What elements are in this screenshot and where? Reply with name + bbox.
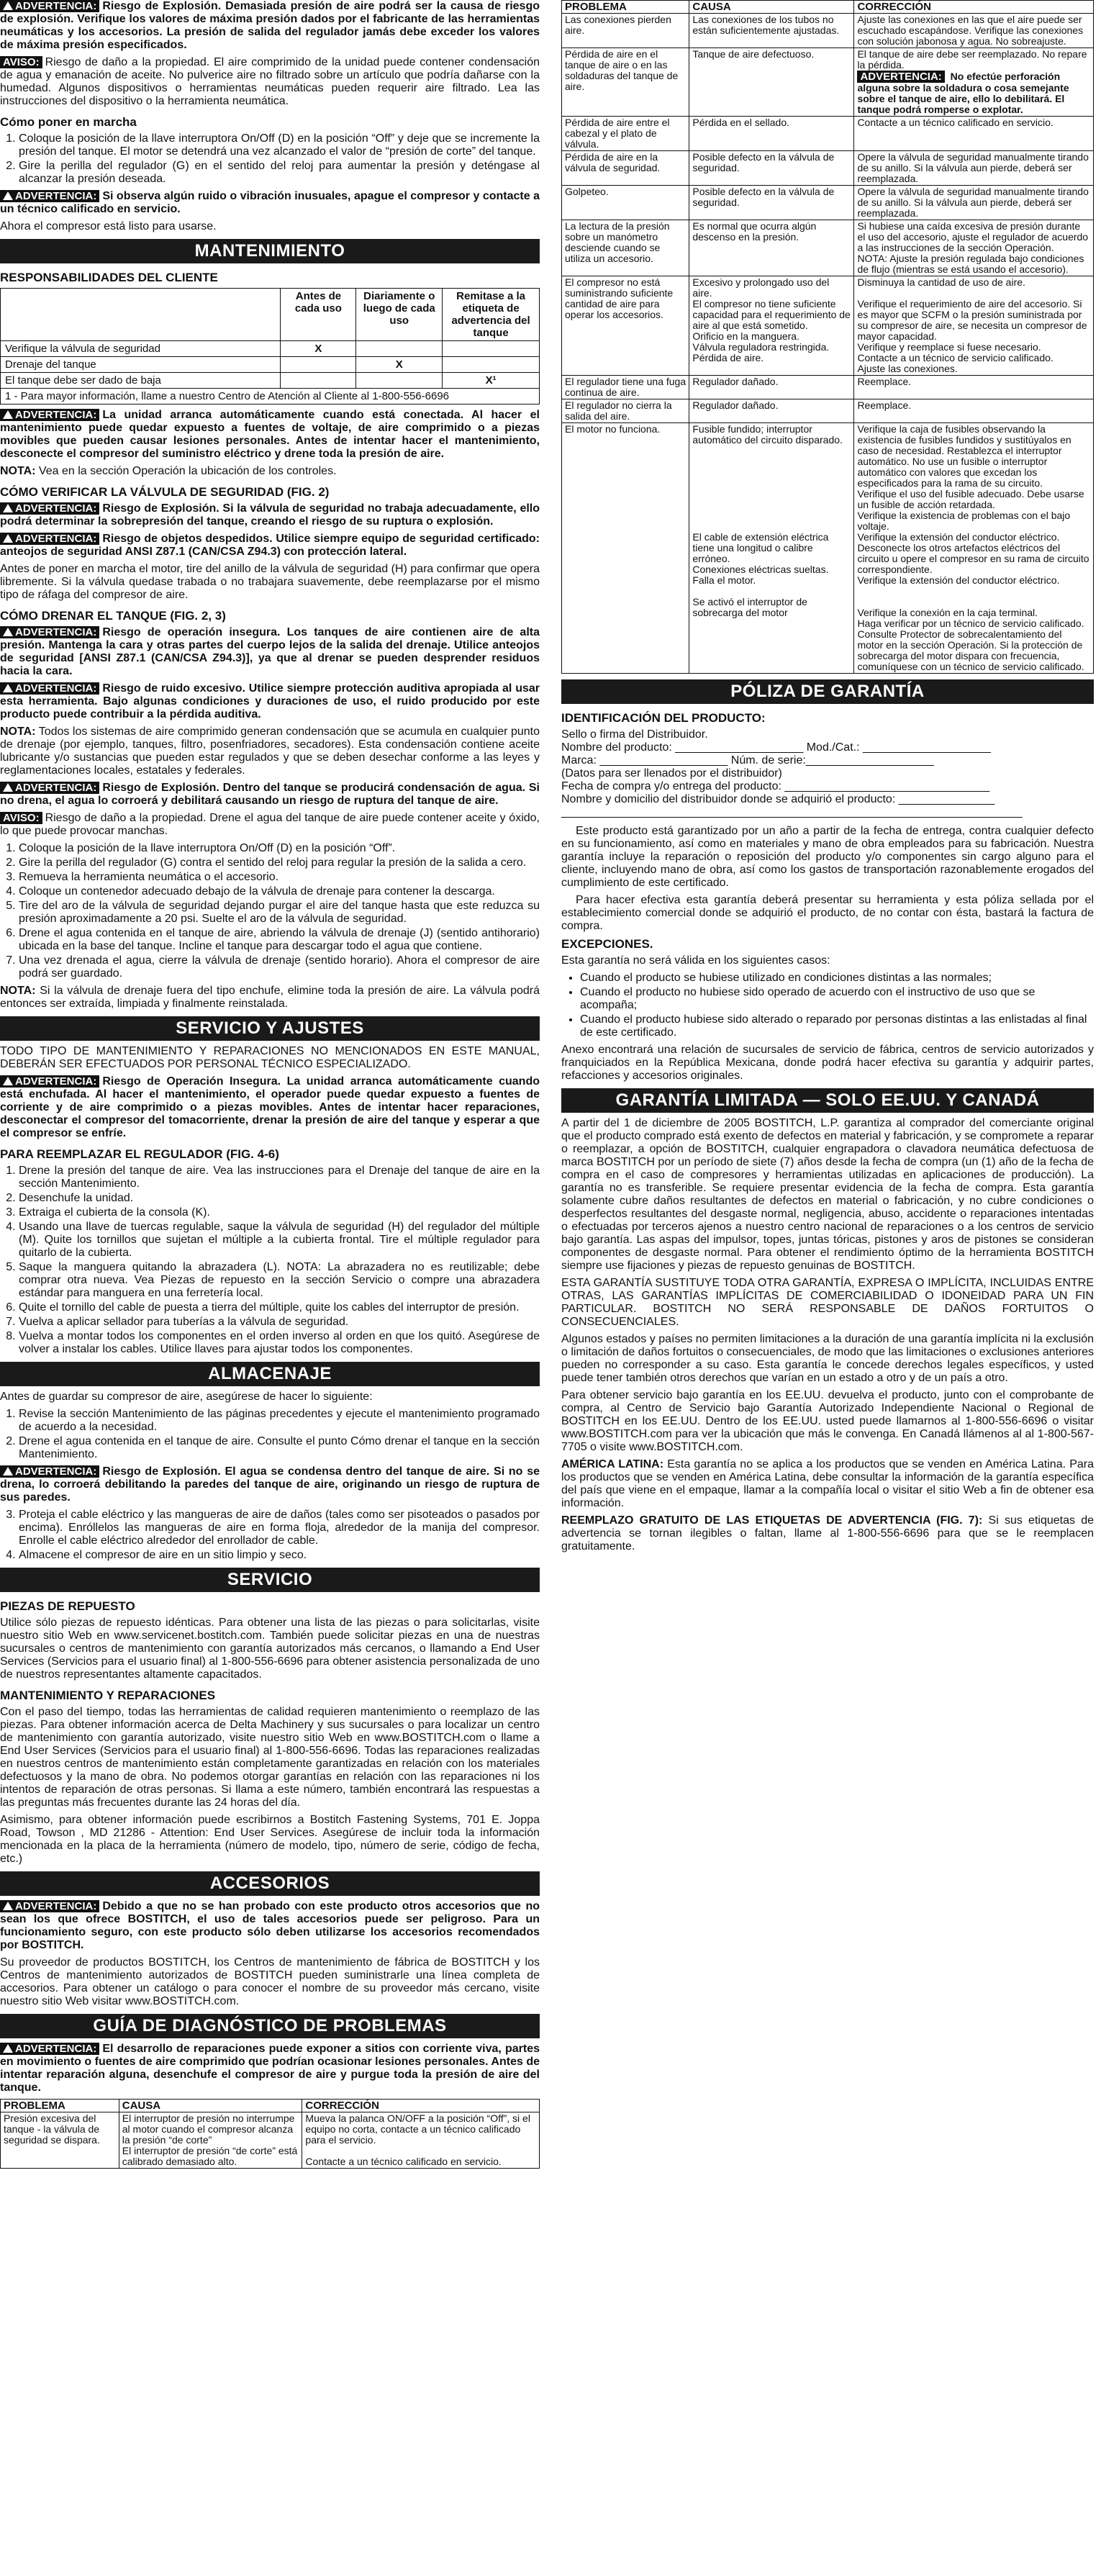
table-cell: El interruptor de presión no interrumpe al motor cuando el compresor alcanza la presión “de corte” El interruptor de presión “de corte” está calibrado demasiado alto. xyxy=(119,2112,302,2169)
table-cell: Pérdida de aire en la válvula de seguridad. xyxy=(562,151,689,186)
table-cell: Excesivo y prolongado uso del aire. El compresor no tiene suficiente capacidad para el requerimiento de aire al que está sometido. Orificio en la manguera. Válvula reguladora restringida. Pérdida de aire. xyxy=(689,276,854,376)
diag-table-right xyxy=(561,0,1094,674)
table-header-row xyxy=(1,2100,540,2112)
accesorios-text: Su proveedor de productos BOSTITCH, los Centros de mantenimiento de fábrica de BOSTITCH y los Centros de mantenimiento autorizados de BOSTITCH pueden suministrarle una línea completa de accesorios. Para obtener un catálogo o para conocer el nombre de su proveedor más cercano, visite nuestro sitio Web visitar www.BOSTITCH.com. xyxy=(0,1956,540,2007)
table-cell: X xyxy=(281,341,356,357)
excepciones-intro: Esta garantía no será válida en los siguientes casos: xyxy=(561,954,830,967)
america-latina: AMÉRICA LATINA: Esta garantía no se aplica a los productos que se venden en América Latina. Para los productos que se venden en América Latina, debe consultar la información de la garantía específica del país que viene en el empaque, llamar a la compañía local o visitar el sitio Web a fin de obtener esa información. xyxy=(561,1458,1095,1509)
table-header-row xyxy=(1,289,540,341)
almacenaje-step: 3. Proteja el cable eléctrico y las mangueras de aire de daños (tales como ser pisoteados o pasados por encima). Enróllelos las mangueras de aire en forma floja, alrededor de la manija del compresor. Enrolle el cable eléctrico alrededor del enrollador de cable. xyxy=(19,1509,540,1547)
table-cell xyxy=(356,341,443,357)
mant-rep-text-2: Asimismo, para obtener información puede escribirnos a Bostitch Fastening Systems, 701 E. Joppa Road, Towson , MD 21286 - Attention: End User Services. Asegúrese de incluir toda la información mencionada en la placa de la herramienta (número de modelo, tipo, número de serie, código de fecha, etc.) xyxy=(0,1814,540,1865)
table-cell: X xyxy=(356,357,443,373)
limitada-text-3: Algunos estados y países no permiten limitaciones a la duración de una garantía implícita ni la exclusión o limitación de daños fortuitos o consecuenciales, de modo que las limitaciones o exclusiones anteriores pueden no corresponder a su caso. Esta garantía le concede derechos legales específicos, y usted puede tener también otros derechos que varían en un estado a otro y de un país a otro. xyxy=(561,1333,1094,1384)
table-header: Antes de cada uso xyxy=(281,289,356,341)
como-poner-warning: ADVERTENCIA: Si observa algún ruido o vibración inusuales, apague el compresor y contacte a un técnico calificado en servicio. xyxy=(0,190,540,215)
table-cell: El tanque de aire debe ser reemplazado. No repare la pérdida. ADVERTENCIA: No efectúe perforación alguna sobre la soldadura o cosa semejante sobre el tanque de aire, ello lo debilitará. El tanque podrá romperse o explotar. xyxy=(854,48,1094,117)
table-cell xyxy=(281,357,356,373)
intro-aviso: AVISO: Riesgo de daño a la propiedad. El aire comprimido de la unidad puede contener condensación de agua y emanación de aceite. No pulverice aire no filtrado sobre un artículo que podría dañarse con la humedad. Algunos dispositivos o herramientas neumáticas pueden requerir aire filtrado. Lea las instrucciones del dispositivo o la herramienta neumática. xyxy=(0,56,540,107)
table-cell: Posible defecto en la válvula de seguridad. xyxy=(689,151,854,186)
warning-tag: ADVERTENCIA: xyxy=(0,626,99,638)
limitada-text-4: Para obtener servicio bajo garantía en los EE.UU. devuelva el producto, junto con el comprobante de compra, al Centro de Servicio bajo Garantía Autorizado Independiente Nacional o Regional de BOSTITCH en los EE.UU. Dentro de los EE.UU. usted puede llamarnos al 1-800-556-6696 o visitar www.BOSTITCH.com para ver la ubicación que más le convenga. En Canadá llámenos al al 1-800-567-7705 o visite www.BOSTITCH.com. xyxy=(561,1389,1094,1453)
regulador-step: 8. Vuelva a montar todos los componentes en el orden inverso al orden en que los quitó. Asegúrese de volver a instalar los cables. Utilice llaves para ajustar todos los componentes. xyxy=(19,1330,540,1356)
diag-warning: ADVERTENCIA: El desarrollo de reparaciones puede exponer a sitios con corriente viva, partes en movimiento o fuentes de aire comprimido que podrían ocasionar lesiones personales. Antes de intentar reparación alguna, desenchufe el compresor de aire y purgue toda la presión de aire del tanque. xyxy=(0,2043,540,2094)
warning-tag: ADVERTENCIA: xyxy=(0,0,99,12)
drenar-step: 3. Remueva la herramienta neumática o el accesorio. xyxy=(19,871,540,884)
almacenaje-step: 4. Almacene el compresor de aire en un sitio limpio y seco. xyxy=(19,1549,540,1562)
responsibilities-table xyxy=(0,288,540,405)
warning-triangle-icon xyxy=(3,1902,13,1910)
table-cell: Regulador dañado. xyxy=(689,376,854,399)
table-row xyxy=(562,276,1094,376)
table-cell: Mueva la palanca ON/OFF a la posición “Off”, si el equipo no corta, contacte a un técnico calificado para el servicio. Contacte a un técnico calificado en servicio. xyxy=(302,2112,540,2169)
valvula-warning-2: ADVERTENCIA: Riesgo de objetos despedidos. Utilice siempre equipo de seguridad certificado: anteojos de seguridad ANSI Z87.1 (CAN/CSA Z94.3) con protección lateral. xyxy=(0,533,540,558)
regulador-step: 1. Drene la presión del tanque de aire. Vea las instrucciones para el Drenaje del tanque de aire en la sección Mantenimiento. xyxy=(19,1165,540,1190)
table-row xyxy=(562,186,1094,220)
drenar-step: 7. Una vez drenada el agua, cierre la válvula de drenaje (sentido horario). Ahora el compresor de aire podrá ser guardado. xyxy=(19,954,540,980)
table-row xyxy=(1,373,540,389)
excepcion-item: • Cuando el producto se hubiese utilizado en condiciones distintas a las normales; xyxy=(580,972,1094,985)
table-cell: Pérdida de aire en el tanque de aire o en las soldaduras del tanque de aire. xyxy=(562,48,689,117)
drenar-steps xyxy=(0,842,540,980)
table-footnote: 1 - Para mayor información, llame a nuestro Centro de Atención al Cliente al 1-800-556-6696 xyxy=(1,389,540,405)
almacenaje-step: 2. Drene el agua contenida en el tanque de aire. Consulte el punto Cómo drenar el tanque en la sección Mantenimiento. xyxy=(19,1435,540,1461)
table-cell xyxy=(281,373,356,389)
table-row xyxy=(562,376,1094,399)
servicio-banner: SERVICIO xyxy=(0,1568,540,1592)
table-cell: Opere la válvula de seguridad manualmente tirando de su anillo. Si la válvula aun pierde, deberá ser reemplazada. xyxy=(854,151,1094,186)
poliza-banner: PÓLIZA DE GARANTÍA xyxy=(561,679,1094,704)
excepcion-item: • Cuando el producto hubiese sido alterado o reparado por personas distintas a las enlistadas al final de este certificado. xyxy=(580,1013,1094,1039)
table-row xyxy=(562,151,1094,186)
mant-note: NOTA: Vea en la sección Operación la ubicación de los controles. xyxy=(0,465,337,477)
table-cell: El compresor no está suministrando suficiente cantidad de aire para operar los accesorios. xyxy=(562,276,689,376)
table-row xyxy=(562,117,1094,151)
right-column xyxy=(561,0,1094,1558)
warning-tag: ADVERTENCIA: xyxy=(0,409,99,421)
table-header: CAUSA xyxy=(119,2100,302,2112)
id-line: ________________________________________________________________________ xyxy=(561,806,1023,818)
warning-triangle-icon xyxy=(3,534,13,543)
table-row xyxy=(1,357,540,373)
table-cell: Posible defecto en la válvula de seguridad. xyxy=(689,186,854,220)
table-cell: El regulador no cierra la salida del aire. xyxy=(562,399,689,423)
warning-tag: ADVERTENCIA: xyxy=(0,782,99,794)
servicio-ajustes-warning: ADVERTENCIA: Riesgo de Operación Insegura. La unidad arranca automáticamente cuando está enchufada. Al hacer el mantenimiento, el operador puede quedar expuesto a fuentes de corriente y de aire comprimido o a piezas movibles. Antes de intentar hacer reparaciones, desconectar el compresor del tomacorriente, drenar la presión de aire del tanque y esperar a que el compresor se enfríe. xyxy=(0,1075,540,1139)
ready-text: Ahora el compresor está listo para usarse. xyxy=(0,220,217,232)
table-cell: Presión excesiva del tanque - la válvula de seguridad se dispara. xyxy=(1,2112,119,2169)
almacenaje-step: 1. Revise la sección Mantenimiento de las páginas precedentes y ejecute el mantenimiento programado de acuerdo a la necesidad. xyxy=(19,1408,540,1434)
almacenaje-warning: ADVERTENCIA: Riesgo de Explosión. El agua se condensa dentro del tanque de aire. Si no se drena, lo corroerá debilitando la paredes del tanque de aire, originando un riesgo de ruptura de sus paredes. xyxy=(0,1465,540,1504)
accesorios-warning: ADVERTENCIA: Debido a que no se han probado con este producto otros accesorios que no sean los que ofrece BOSTITCH, el uso de tales accesorios puede ser peligroso. Para un funcionamiento seguro, con este producto sólo deben utilizarse los accesorios recomendados por BOSTITCH. xyxy=(0,1900,540,1951)
mantenimiento-banner: MANTENIMIENTO xyxy=(0,239,540,263)
regulador-step: 3. Extraiga el cubierta de la consola (K). xyxy=(19,1206,540,1219)
table-header-row xyxy=(562,1,1094,14)
mant-rep-title: MANTENIMIENTO Y REPARACIONES xyxy=(0,1689,216,1702)
warning-triangle-icon xyxy=(3,783,13,792)
table-cell: Es normal que ocurra algún descenso en la presión. xyxy=(689,220,854,276)
warning-tag: ADVERTENCIA: xyxy=(0,682,99,695)
id-line: Nombre y domicilio del distribuidor donde se adquirió el producto: _______________ xyxy=(561,793,995,805)
mant-rep-text-1: Con el paso del tiempo, todas las herramientas de calidad requieren mantenimiento o reemplazo de las piezas. Para obtener información acerca de Delta Machinery y sus sucursales o para localizar un centro de mantenimiento con garantía autorizado, visite nuestro sitio Web en www.BOSTITCH.com o llame a End User Services (Servicios para el usuario final) al 1-800-556-6696. Todas las reparaciones realizadas en nuestros centros de mantenimiento están completamente garantizadas en relación con los materiales defectuosos y la mano de obra. No podemos otorgar garantías en relación con las reparaciones ni los intentos de reparación de otras personas. Si llama a este número, también encontrará las respuestas a las preguntas más frecuentes durante las 24 horas del día. xyxy=(0,1706,540,1809)
table-cell: Ajuste las conexiones en las que el aire puede ser escuchado escapándose. Verifique las conexiones con solución jabonosa y agua. No sobreajuste. xyxy=(854,14,1094,48)
warning-triangle-icon xyxy=(3,191,13,200)
left-column xyxy=(0,0,540,2169)
drenar-step: 5. Tire del aro de la válvula de seguridad dejando purgar el aire del tanque hasta que este reduzca su presión aproximadamente a 20 psi. Suelte el aro de la válvula de seguridad. xyxy=(19,900,540,926)
reemplazo-etiquetas: REEMPLAZO GRATUITO DE LAS ETIQUETAS DE ADVERTENCIA (FIG. 7): Si sus etiquetas de advertencia se tornan ilegibles o faltan, llame al 1-800-556-6696 para que se le reemplacen gratuitamente. xyxy=(561,1514,1094,1553)
warning-tag: ADVERTENCIA: xyxy=(0,1075,99,1088)
table-row xyxy=(562,423,1094,674)
valvula-title: CÓMO VERIFICAR LA VÁLVULA DE SEGURIDAD (FIG. 2) xyxy=(0,485,330,499)
limitada-text-2: ESTA GARANTÍA SUSTITUYE TODA OTRA GARANTÍA, EXPRESA O IMPLÍCITA, INCLUIDAS ENTRE OTRAS, LAS GARANTÍAS IMPLÍCITAS DE COMERCIABILIDAD O IDONEIDAD PARA UN FIN PARTICULAR. BOSTITCH NO SERÁ RESPONSABLE DE DAÑOS FORTUITOS O CONSECUENCIALES. xyxy=(561,1277,1094,1328)
piezas-title: PIEZAS DE REPUESTO xyxy=(0,1599,135,1613)
mant-warning: ADVERTENCIA: La unidad arranca automáticamente cuando está conectada. Al hacer el mantenimiento puede quedar expuesto a fuentes de voltaje, de aire comprimido o a piezas movibles que pueden causar lesiones personales. Antes de intentar hacer el mantenimiento, desconecte el compresor del suministro eléctrico y drene toda la presión de aire. xyxy=(0,409,540,460)
accesorios-banner: ACCESORIOS xyxy=(0,1871,540,1896)
excepcion-item: • Cuando el producto no hubiese sido operado de acuerdo con el instructivo de uso que se acompaña; xyxy=(580,986,1094,1012)
table-cell: Reemplace. xyxy=(854,399,1094,423)
table-cell: Drenaje del tanque xyxy=(1,357,281,373)
table-cell: Si hubiese una caída excesiva de presión durante el uso del accesorio, ajuste el regulador de acuerdo a las instrucciones de la sección Operación. NOTA: Ajuste la presión regulada bajo condiciones de flujo (mientras se está usando el accesorio). xyxy=(854,220,1094,276)
id-line: Sello o firma del Distribuidor. xyxy=(561,728,708,741)
table-cell: La lectura de la presión sobre un manómetro desciende cuando se utiliza un accesorio. xyxy=(562,220,689,276)
servicio-ajustes-banner: SERVICIO Y AJUSTES xyxy=(0,1016,540,1041)
warning-tag: ADVERTENCIA: xyxy=(0,1900,99,1912)
regulador-title: PARA REEMPLAZAR EL REGULADOR (FIG. 4-6) xyxy=(0,1147,279,1161)
drenar-note: NOTA: Todos los sistemas de aire comprimido generan condensación que se acumula en cualquier punto de drenaje (por ejemplo, tanques, filtro, posenfriadores, secadores). Esta condensación contiene aceite lubricante y/o sustancias que pueden estar regulados y que se deben desechar conforme a las leyes y reglamentaciones locales, estatales y federales. xyxy=(0,726,540,777)
table-row xyxy=(562,220,1094,276)
id-lines xyxy=(561,728,1094,819)
poliza-text-3: Anexo encontrará una relación de sucursales de servicio de fábrica, centros de servicio autorizados y franquiciados en la República Mexicana, donde podrá hacer efectiva su garantía y adquirir partes, refacciones y accesorios originales. xyxy=(561,1044,1094,1082)
regulador-step: 5. Saque la manguera quitando la abrazadera (L). NOTA: La abrazadera no es reutilizable; debe comprar otra nueva. Vea Piezas de repuesto en la sección Servicio o compre una abrazadera estándar para manguera en una ferretería local. xyxy=(19,1261,540,1300)
table-header: CORRECCIÓN xyxy=(854,1,1094,14)
regulador-step: 2. Desenchufe la unidad. xyxy=(19,1192,540,1205)
table-cell: Las conexiones pierden aire. xyxy=(562,14,689,48)
warning-triangle-icon xyxy=(3,2044,13,2053)
table-cell: Pérdida de aire entre el cabezal y el plato de válvula. xyxy=(562,117,689,151)
drenar-warning-3: ADVERTENCIA: Riesgo de Explosión. Dentro del tanque se producirá condensación de agua. Si no drena, el agua lo corroerá y debilitará causando un riesgo de ruptura del tanque de aire. xyxy=(0,782,540,807)
aviso-tag: AVISO: xyxy=(0,812,42,824)
id-line: Nombre del producto: ____________________ Mod./Cat.: ____________________ xyxy=(561,741,991,754)
warning-tag: ADVERTENCIA: xyxy=(0,502,99,515)
table-header: Remitase a la etiqueta de advertencia del tanque xyxy=(443,289,540,341)
regulador-step: 6. Quite el tornillo del cable de puesta a tierra del múltiple, quite los cables del interruptor de presión. xyxy=(19,1301,540,1314)
table-cell: Opere la válvula de seguridad manualmente tirando de su anillo. Si la válvula aun pierde, deberá ser reemplazada. xyxy=(854,186,1094,220)
table-footnote-row xyxy=(1,389,540,405)
id-line: Fecha de compra y/o entrega del producto: ________________________________ xyxy=(561,780,990,792)
warning-triangle-icon xyxy=(3,504,13,512)
drenar-step: 6. Drene el agua contenida en el tanque de aire, abriendo la válvula de drenaje (J) (sentido antihorario) ubicada en la base del tanque. Incline el tanque para descargar todo el agua que contiene. xyxy=(19,927,540,953)
table-row xyxy=(562,399,1094,423)
poliza-text-2: Para hacer efectiva esta garantía deberá presentar su herramienta y esta póliza sellada por el establecimiento comercial donde se adquirió el producto, de no contar con ésta, bastará la factura de compra. xyxy=(561,894,1094,932)
almacenaje-intro: Antes de guardar su compresor de aire, asegúrese de hacer lo siguiente: xyxy=(0,1391,373,1403)
table-cell: Disminuya la cantidad de uso de aire. Verifique el requerimiento de aire del accesorio. Si es mayor que SCFM o la presión suministrada por su compresor de aire, se necesita un compresor de mayor capacidad. Verifique y reemplace si fuese necesario. Contacte a un técnico de servicio calificado. Ajuste las conexiones. xyxy=(854,276,1094,376)
limitada-banner: GARANTÍA LIMITADA — SOLO EE.UU. Y CANADÁ xyxy=(561,1088,1094,1113)
como-poner-step: 1. Coloque la posición de la llave interruptora On/Off (D) en la posición “Off” y deje que se incremente la presión del tanque. El motor se detendrá una vez alcanzado el valor de “presión de corte” del tanque. xyxy=(19,132,540,158)
warning-tag: ADVERTENCIA: xyxy=(0,1465,99,1478)
drenar-step: 1. Coloque la posición de la llave interruptora On/Off (D) en la posición “Off”. xyxy=(19,842,540,855)
table-cell: Tanque de aire defectuoso. xyxy=(689,48,854,117)
drenar-step: 2. Gire la perilla del regulador (G) contra el sentido del reloj para regular la presión de la salida a cero. xyxy=(19,857,540,869)
intro-warning: ADVERTENCIA: Riesgo de Explosión. Demasiada presión de aire podrá ser la causa de riesgo de explosión. Verifique los valores de máxima presión dados por el fabricante de las herramientas neumáticas y los accesorios. La presión de salida del regulador jamás debe exceder los valores de máxima presión especificados. xyxy=(0,0,540,51)
table-cell: Verifique la caja de fusibles observando la existencia de fusibles fundidos y sustitúyalos en caso de necesidad. Restablezca el interruptor automático. No use un fusible o interruptor automático con valores que excedan los especificados para la rama de su circuito. Verifique el uso del fusible adecuado. Debe usarse un fusible de acción retardada. Verifique la existencia de problemas con el bajo voltaje. Verifique la extensión del conductor eléctrico. Desconecte los otros artefactos eléctricos del circuito u opere el compresor en su rama de circuito correspondiente. Verifique la extensión del conductor eléctrico. Verifique la conexión en la caja terminal. Haga verificar por un técnico de servicio calificado. Consulte Protector de sobrecalentamiento del motor en la sección Operación. Si la protección de sobrecarga del motor dispara con frecuencia, comuníquese con un técnico de servicio calificado. xyxy=(854,423,1094,674)
drenar-aviso: AVISO: Riesgo de daño a la propiedad. Drene el agua del tanque de aire puede contener aceite y óxido, lo que puede provocar manchas. xyxy=(0,812,540,837)
limitada-text-1: A partir del 1 de diciembre de 2005 BOSTITCH, L.P. garantiza al comprador del comerciante original que el producto comprado está exento de defectos en material y fabricación, y se compromete a reparar o reemplazar, a opción de BOSTITCH, cualquier engrapadora o clavadora neumática defectuosa de marca BOSTITCH por un período de siete (7) años desde la fecha de compra (un (1) año de la fecha de compra en el caso de compresores y herramientas utilizadas en aplicaciones de producción). La garantía no es transferible. Se requiere presentar evidencia de la fecha de compra. Esta garantía solamente cubre daños resultantes de defectos en material o fabricación, y no cubre condiciones o desperfectos resultantes del desgaste normal, negligencia, abuso, accidente o reparaciones intentadas o efectuadas por terceros ajenos a nuestro centro nacional de reparaciones o a los centros de servicio bajo garantía. Las aspas del impulsor, topes, juntas tóricas, pistones y aros de pistones se consideran componentes de desgaste normal. Para obtener el rendimiento óptimo de la herramienta BOSTITCH siempre use fijaciones y piezas de repuesto genuinas de BOSTITCH. xyxy=(561,1117,1094,1272)
diag-banner: GUÍA DE DIAGNÓSTICO DE PROBLEMAS xyxy=(0,2014,540,2038)
almacenaje-steps-2 xyxy=(0,1509,540,1562)
table-cell xyxy=(443,357,540,373)
warning-tag: ADVERTENCIA: xyxy=(857,71,944,83)
id-line: (Datos para ser llenados por el distribuidor) xyxy=(561,767,782,779)
como-poner-step: 2. Gire la perilla del regulador (G) en el sentido del reloj para aumentar la presión y deténgase al alcanzar la presión deseada. xyxy=(19,160,540,186)
table-cell: X¹ xyxy=(443,373,540,389)
id-title: IDENTIFICACIÓN DEL PRODUCTO: xyxy=(561,711,766,725)
warning-tag: ADVERTENCIA: xyxy=(0,533,99,545)
table-header xyxy=(1,289,281,341)
almacenaje-steps xyxy=(0,1408,540,1461)
warning-triangle-icon xyxy=(3,1,13,10)
table-cell: El motor no funciona. xyxy=(562,423,689,674)
drenar-note-2: NOTA: Si la válvula de drenaje fuera del tipo enchufe, elimine toda la presión de aire. La válvula podrá entonces ser extraída, limpiada y finalmente reinstalada. xyxy=(0,985,540,1010)
table-cell: Fusible fundido; interruptor automático del circuito disparado. El cable de extensión eléctrica tiene una longitud o calibre erróneo. Conexiones eléctricas sueltas. Falla el motor. Se activó el interruptor de sobrecarga del motor xyxy=(689,423,854,674)
warning-triangle-icon xyxy=(3,684,13,692)
table-cell: Golpeteo. xyxy=(562,186,689,220)
diag-table-left xyxy=(0,2099,540,2169)
valvula-text: Antes de poner en marcha el motor, tire del anillo de la válvula de seguridad (H) para confirmar que opera libremente. Si la válvula quedase trabada o no trabajara suavemente, debe reemplazarse por el mismo tipo de ráfaga del compresor de aire. xyxy=(0,563,540,601)
table-cell: Pérdida en el sellado. xyxy=(689,117,854,151)
table-row xyxy=(562,14,1094,48)
warning-triangle-icon xyxy=(3,628,13,636)
drenar-step: 4. Coloque un contenedor adecuado debajo de la válvula de drenaje para contener la descarga. xyxy=(19,885,540,898)
drenar-warning-2: ADVERTENCIA: Riesgo de ruido excesivo. Utilice siempre protección auditiva apropiada al usar esta herramienta. Bajo algunas condiciones y duraciones de uso, el ruido producido por este producto puede contribuir a la pérdida auditiva. xyxy=(0,682,540,720)
regulador-steps xyxy=(0,1165,540,1356)
table-row xyxy=(1,341,540,357)
table-cell: Las conexiones de los tubos no están suficientemente ajustadas. xyxy=(689,14,854,48)
aviso-tag: AVISO: xyxy=(0,56,42,68)
warning-triangle-icon xyxy=(3,1077,13,1085)
como-poner-title: Cómo poner en marcha xyxy=(0,115,137,129)
table-cell: El regulador tiene una fuga continua de aire. xyxy=(562,376,689,399)
excepciones-title: EXCEPCIONES. xyxy=(561,937,653,951)
table-cell: El tanque debe ser dado de baja xyxy=(1,373,281,389)
table-row xyxy=(1,2112,540,2169)
table-row xyxy=(562,48,1094,117)
valvula-warning-1: ADVERTENCIA: Riesgo de Explosión. Si la válvula de seguridad no trabaja adecuadamente, ello podrá determinar la sobrepresión del tanque, creando el riesgo de su ruptura o explosión. xyxy=(0,502,540,528)
warning-tag: ADVERTENCIA: xyxy=(0,2043,99,2055)
table-cell: Contacte a un técnico calificado en servicio. xyxy=(854,117,1094,151)
table-cell: Regulador dañado. xyxy=(689,399,854,423)
table-cell: Verifique la válvula de seguridad xyxy=(1,341,281,357)
excepciones-list xyxy=(561,972,1094,1039)
como-poner-steps xyxy=(0,132,540,186)
resp-title: RESPONSABILIDADES DEL CLIENTE xyxy=(0,271,218,284)
table-header: CORRECCIÓN xyxy=(302,2100,540,2112)
poliza-text-1: Este producto está garantizado por un año a partir de la fecha de entrega, contra cualquier defecto en su funcionamiento, así como en materiales y mano de obra empleados para su fabricación. Nuestra garantía incluye la reparación o reposición del producto y/o componentes sin cargo alguno para el cliente, incluyendo mano de obra, así como los gastos de transportación razonablemente erogados del cumplimiento de este certificado. xyxy=(561,825,1094,889)
drenar-title: CÓMO DRENAR EL TANQUE (FIG. 2, 3) xyxy=(0,609,226,623)
warning-tag: ADVERTENCIA: xyxy=(0,190,99,202)
warning-triangle-icon xyxy=(3,410,13,419)
table-header: PROBLEMA xyxy=(562,1,689,14)
table-cell xyxy=(356,373,443,389)
table-cell xyxy=(443,341,540,357)
servicio-ajustes-text: TODO TIPO DE MANTENIMIENTO Y REPARACIONES NO MENCIONADOS EN ESTE MANUAL, DEBERÁN SER EFECTUADOS POR PERSONAL TÉCNICO ESPECIALIZADO. xyxy=(0,1045,540,1070)
table-header: CAUSA xyxy=(689,1,854,14)
warning-triangle-icon xyxy=(3,1467,13,1475)
table-cell: Reemplace. xyxy=(854,376,1094,399)
table-header: Diariamente o luego de cada uso xyxy=(356,289,443,341)
almacenaje-banner: ALMACENAJE xyxy=(0,1362,540,1386)
regulador-step: 7. Vuelva a aplicar sellador para tuberías a la válvula de seguridad. xyxy=(19,1316,540,1329)
piezas-text: Utilice sólo piezas de repuesto idénticas. Para obtener una lista de las piezas o para solicitarlas, visite nuestro sitio Web en www.servicenet.bostitch.com. También puede solicitar piezas en una de nuestras sucursales o centros de mantenimiento con garantía autorizados más cercanos, o llamando a End User Services (Servicios para el usuario final) al 1-800-556-6696 para obtener asistencia personalizada de uno de nuestros representantes altamente capacitados. xyxy=(0,1617,540,1681)
drenar-warning-1: ADVERTENCIA: Riesgo de operación insegura. Los tanques de aire contienen aire de alta presión. Mantenga la cara y otras partes del cuerpo lejos de la salida del drenaje. Utilice anteojos de seguridad [ANSI Z87.1 (CAN/CSA Z94.3)], ya que al drenar se pueden desprender residuos hacia la cara. xyxy=(0,626,540,677)
id-line: Marca: ____________________ Núm. de serie:____________________ xyxy=(561,754,934,767)
regulador-step: 4. Usando una llave de tuercas regulable, saque la válvula de seguridad (H) del regulador del múltiple (M). Quite los tornillos que sujetan el múltiple a la cubierta frontal. Tire el múltiple regulador para quitarlo de la cubierta. xyxy=(19,1221,540,1260)
table-header: PROBLEMA xyxy=(1,2100,119,2112)
